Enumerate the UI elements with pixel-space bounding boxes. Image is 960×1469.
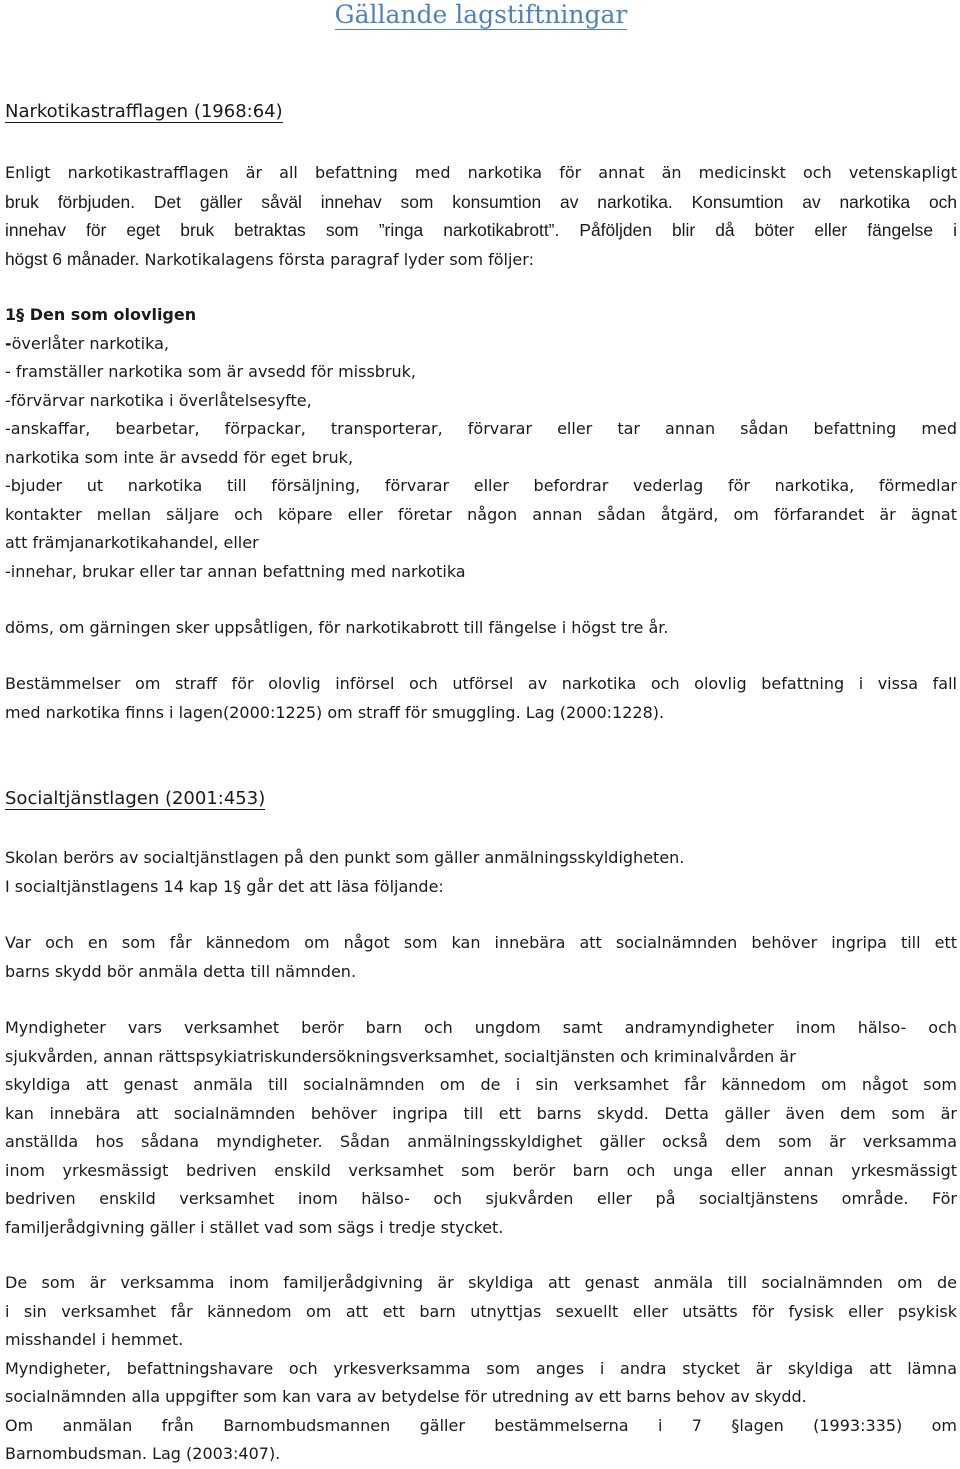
list-item: -anskaffar, bearbetar, förpackar, transporterar, förvarar eller tar annan sådan befattning med — [5, 419, 957, 438]
list-item — [5, 330, 957, 359]
text-line: döms, om gärningen sker uppsåtligen, för narkotikabrott till fängelse i högst tre år. — [5, 618, 669, 637]
text-line: Bestämmelser om straff för olovlig införsel och utförsel av narkotika och olovlig befattning i vissa fall — [5, 674, 957, 693]
paragraph-label: 1§ Den som olovligen — [5, 305, 197, 324]
list-item: -förvärvar narkotika i överlåtelsesyfte, — [5, 390, 312, 410]
text-line: i sin verksamhet får kännedom om att ett barn utnyttjas sexuellt eller utsätts för fysisk eller psykisk — [5, 1301, 957, 1321]
text-line: skyldiga att genast anmäla till socialnämnden om de i sin verksamhet får kännedom om något som — [5, 1075, 957, 1094]
list-item: kontakter mellan säljare och köpare eller företar någon annan sådan åtgärd, om förfarandet är ägnat — [5, 504, 957, 524]
text-line: Var och en som får kännedom om något som kan innebära att socialnämnden behöver ingripa till ett — [5, 933, 957, 952]
list-item: - framställer narkotika som är avsedd för missbruk, — [5, 362, 417, 381]
list-dash: - — [5, 333, 12, 353]
list-item: narkotika som inte är avsedd för eget bruk, — [5, 447, 354, 467]
text-line — [5, 245, 957, 275]
text-line: Myndigheter, befattningshavare och yrkesverksamma som anges i andra stycket är skyldiga att lämna — [5, 1358, 957, 1378]
paragraph-2 — [5, 929, 957, 986]
list-item: -innehar, brukar eller tar annan befattning med narkotika — [5, 561, 466, 581]
text-line: inom yrkesmässigt bedriven enskild verksamhet som berör barn och unga eller annan yrkesmässigt — [5, 1160, 957, 1180]
text-line: anställda hos sådana myndigheter. Sådan anmälningsskyldighet gäller också dem som är verksamma — [5, 1132, 957, 1151]
section-heading-text: Narkotikastrafflagen (1968:64) — [5, 101, 283, 122]
text-line: De som är verksamma inom familjerådgivning är skyldiga att genast anmäla till socialnämnden om de — [5, 1273, 957, 1292]
paragraph-1 — [5, 844, 957, 901]
closing-paragraph — [5, 670, 957, 727]
paragraph-4 — [5, 1269, 957, 1469]
text-line: kan innebära att socialnämnden behöver ingripa till ett barns skydd. Detta gäller även dem som är — [5, 1103, 957, 1123]
text-line: bruk förbjuden. Det gäller såväl innehav som konsumtion av narkotika. Konsumtion av narkotika och — [5, 191, 957, 212]
text-line: bedriven enskild verksamhet inom hälso- och sjukvården eller på socialtjänstens område. För — [5, 1189, 957, 1208]
text-line: I socialtjänstlagens 14 kap 1§ går det att läsa följande: — [5, 876, 444, 896]
text-line: sjukvården, annan rättspsykiatriskundersökningsverksamhet, socialtjänsten och kriminalvården är — [5, 1046, 796, 1066]
section-heading-socialtjanstlagen — [5, 788, 265, 810]
document-title — [5, 0, 957, 30]
text-line: innehav för eget bruk betraktas som ”ringa narkotikabrott”. Påföljden blir då böter eller fängelse i — [5, 220, 957, 240]
list-item: -bjuder ut narkotika till försäljning, förvarar eller befordrar vederlag för narkotika, förmedlar — [5, 476, 957, 495]
verdict-paragraph — [5, 614, 957, 643]
list-item-text: överlåter narkotika, — [11, 333, 169, 353]
text-line: Barnombudsman. Lag (2003:407). — [5, 1444, 281, 1463]
text-line: barns skydd bör anmäla detta till nämnden. — [5, 961, 357, 981]
text-fragment: högst 6 månader. — [5, 248, 140, 269]
paragraph-3 — [5, 1014, 957, 1242]
text-line: Myndigheter vars verksamhet berör barn och ungdom samt andramyndigheter inom hälso- och — [5, 1018, 957, 1037]
text-fragment: Narkotikalagens första paragraf lyder som följer: — [144, 249, 534, 269]
list-item: att främjanarkotikahandel, eller — [5, 533, 259, 552]
text-line: familjerådgivning gäller i stället vad som sägs i tredje stycket. — [5, 1217, 504, 1237]
section-heading-text: Socialtjänstlagen (2001:453) — [5, 788, 266, 809]
intro-paragraph — [5, 159, 957, 274]
text-line: med narkotika finns i lagen(2000:1225) om straff för smuggling. Lag (2000:1228). — [5, 702, 665, 722]
document-title-text: Gällande lagstiftningar — [334, 0, 628, 29]
text-line: Skolan berörs av socialtjänstlagen på den punkt som gäller anmälningsskyldigheten. — [5, 848, 685, 867]
law-paragraph — [5, 301, 957, 586]
text-line: Om anmälan från Barnombudsmannen gäller bestämmelserna i 7 §lagen (1993:335) om — [5, 1415, 957, 1435]
text-line: Enligt narkotikastrafflagen är all befattning med narkotika för annat än medicinskt och vetenskapligt — [5, 163, 957, 182]
text-line: misshandel i hemmet. — [5, 1330, 184, 1349]
text-line: socialnämnden alla uppgifter som kan vara av betydelse för utredning av ett barns behov av skydd. — [5, 1387, 807, 1406]
section-heading-narkotikastrafflagen — [5, 101, 283, 123]
